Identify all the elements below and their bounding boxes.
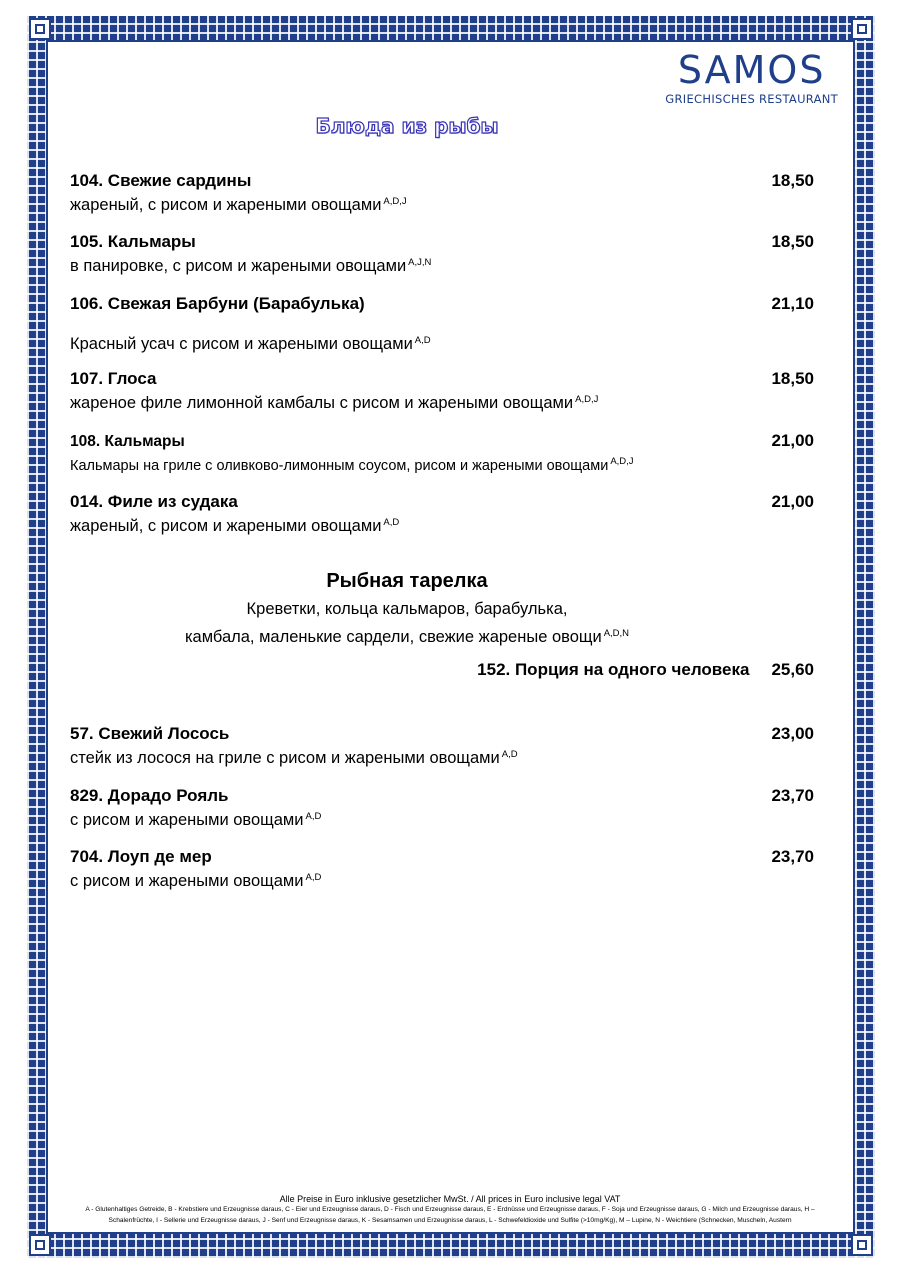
item-description: в панировке, с рисом и жареными овощами $^{A,J,N}$ bbox=[70, 257, 432, 275]
item-description: с рисом и жареными овощами $^{A,D}$ bbox=[70, 811, 322, 829]
menu-item bbox=[70, 294, 814, 354]
menu-item bbox=[70, 369, 814, 413]
allergen-codes: A,D,N bbox=[603, 628, 630, 639]
item-description: Красный усач с рисом и жареными овощами $^{A,D}$ bbox=[70, 335, 431, 353]
portion-price: 25,60 bbox=[771, 660, 814, 679]
menu-item bbox=[70, 724, 814, 768]
item-price: 23,70 bbox=[771, 786, 814, 805]
logo-subtitle: GRIECHISCHES RESTAURANT bbox=[665, 92, 838, 106]
allergen-codes: A,D bbox=[305, 811, 322, 822]
item-price: 18,50 bbox=[771, 369, 814, 388]
platter-description-line-2: камбала, маленькие сардели, свежие жареные овощи $^{A,D,N}$ bbox=[184, 628, 630, 646]
allergen-codes: A,D,J bbox=[383, 196, 407, 207]
item-price: 23,70 bbox=[771, 847, 814, 866]
item-description: жареный, с рисом и жареными овощами $^{A,D,J}$ bbox=[70, 196, 407, 214]
item-name: 829. Дорадо Рояль bbox=[70, 786, 229, 805]
portion-label: 152. Порция на одного человека bbox=[477, 660, 750, 679]
item-name: 014. Филе из судака bbox=[70, 492, 238, 511]
platter-title: Рыбная тарелка bbox=[326, 570, 488, 592]
platter-portion bbox=[70, 660, 814, 680]
allergen-codes: A,D bbox=[383, 517, 400, 528]
item-price: 21,00 bbox=[771, 431, 814, 450]
item-price: 23,00 bbox=[771, 724, 814, 743]
menu-item bbox=[70, 431, 814, 474]
item-description: с рисом и жареными овощами $^{A,D}$ bbox=[70, 872, 322, 890]
item-description: Кальмары на гриле с оливково-лимонным соусом, рисом и жареными овощами $^{A,D,J}$ bbox=[70, 456, 634, 474]
item-price: 21,00 bbox=[771, 492, 814, 511]
item-description: жареное филе лимонной камбалы с рисом и жареными овощами $^{A,D,J}$ bbox=[70, 394, 599, 412]
item-name: 106. Свежая Барбуни (Барабулька) bbox=[70, 294, 365, 313]
item-price: 21,10 bbox=[771, 294, 814, 313]
allergen-codes: A,D,J bbox=[575, 394, 599, 405]
corner-ornament-top-left bbox=[29, 18, 51, 40]
menu-item bbox=[70, 786, 814, 830]
item-name: 105. Кальмары bbox=[70, 232, 196, 251]
logo-name: SAMOS bbox=[677, 48, 826, 92]
allergen-codes: A,D bbox=[414, 335, 431, 346]
allergen-codes: A,D,J bbox=[610, 456, 634, 467]
item-price: 18,50 bbox=[771, 171, 814, 190]
menu-item bbox=[70, 232, 814, 276]
corner-ornament-bottom-left bbox=[29, 1234, 51, 1256]
allergen-codes: A,D bbox=[305, 872, 322, 883]
restaurant-logo bbox=[665, 50, 838, 106]
vat-notice: Alle Preise in Euro inklusive gesetzlicher MwSt. / All prices in Euro inclusive legal VAT bbox=[279, 1194, 621, 1204]
item-description: стейк из лосося на гриле с рисом и жареными овощами $^{A,D}$ bbox=[70, 749, 518, 767]
footer bbox=[60, 1194, 840, 1226]
item-name: 107. Глоса bbox=[70, 369, 157, 388]
item-name: 57. Свежий Лосось bbox=[70, 724, 230, 743]
corner-ornament-top-right bbox=[851, 18, 873, 40]
menu-item bbox=[70, 847, 814, 891]
item-name: 704. Лоуп де мер bbox=[70, 847, 212, 866]
corner-ornament-bottom-right bbox=[851, 1234, 873, 1256]
item-name: 104. Свежие сардины bbox=[70, 171, 252, 190]
allergen-codes: A,D bbox=[501, 749, 518, 760]
item-price: 18,50 bbox=[771, 232, 814, 251]
item-description: жареный, с рисом и жареными овощами $^{A,D}$ bbox=[70, 517, 400, 535]
platter-description-line-1: Креветки, кольца кальмаров, барабулька, bbox=[246, 600, 568, 618]
allergen-legend-line-1: A - Glutenhaltiges Getreide, B - Krebstiere und Erzeugnisse daraus, C - Eier und Erzeugnisse daraus, D - Fisch und Erzeugnisse daraus, E - Erdnüsse und Erzeugnisse daraus, F - Soja und Erzeugnisse daraus, G - Milch und Erzeugnisse daraus, H – bbox=[85, 1206, 815, 1213]
menu-item bbox=[70, 171, 814, 215]
allergen-codes: A,J,N bbox=[408, 257, 432, 268]
section-title: Блюда из рыбы bbox=[315, 114, 499, 138]
allergen-legend-line-2: Schalenfrüchte, I - Sellerie und Erzeugnisse daraus, J - Senf und Erzeugnisse daraus, K - Sesamsamen und Erzeugnisse daraus, L - Schwefeldioxide und Sulfite (>10mg/Kg), M – Lupine, N - Weichtiere (Schnecken, Muscheln, Austern bbox=[108, 1217, 792, 1224]
menu-item bbox=[70, 492, 814, 536]
item-name: 108. Кальмары bbox=[70, 433, 185, 450]
